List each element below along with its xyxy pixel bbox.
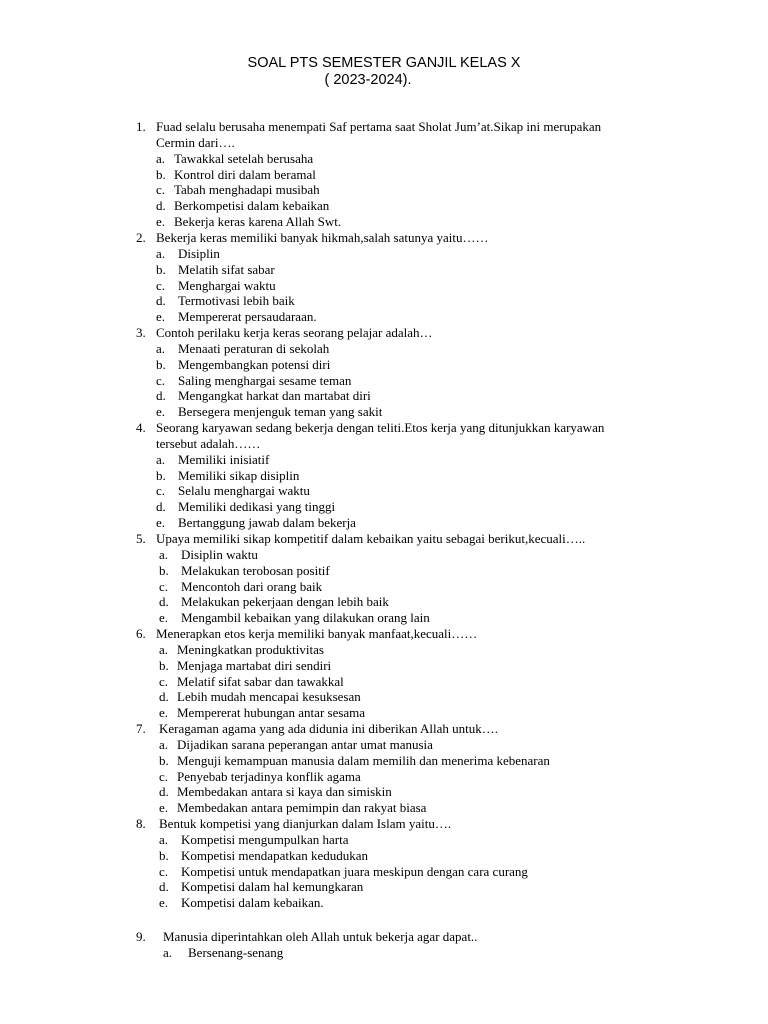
answer-option xyxy=(159,705,700,721)
question-number: 6. xyxy=(136,626,146,641)
option-text: Memiliki dedikasi yang tinggi xyxy=(178,499,336,515)
option-text: Disiplin xyxy=(178,245,220,261)
question-text: Keragaman agama yang ada didunia ini diberikan Allah untuk…. xyxy=(159,721,498,736)
option-text: Menaati peraturan di sekolah xyxy=(178,340,330,356)
option-letter: d. xyxy=(156,293,166,309)
option-text: Mencontoh dari orang baik xyxy=(181,578,323,594)
option-text: Memiliki inisiatif xyxy=(178,451,270,467)
option-text: Menghargai waktu xyxy=(178,277,276,293)
option-text: Berkompetisi dalam kebaikan xyxy=(174,198,330,214)
option-text: Bersenang-senang xyxy=(188,944,284,960)
option-letter: e. xyxy=(156,214,166,230)
option-text: Kontrol diri dalam beramal xyxy=(174,166,316,182)
answer-option xyxy=(159,864,700,880)
answer-option xyxy=(159,579,700,595)
option-text: Tawakkal setelah berusaha xyxy=(174,150,314,166)
answer-option xyxy=(156,468,700,484)
answer-option xyxy=(159,800,700,816)
answer-option xyxy=(156,388,700,404)
option-text: Disiplin waktu xyxy=(181,546,258,562)
answer-option xyxy=(159,547,700,563)
option-text: Bertanggung jawab dalam bekerja xyxy=(178,515,356,531)
option-text: Mempererat persaudaraan. xyxy=(178,309,317,325)
option-letter: e. xyxy=(159,895,169,911)
option-letter: a. xyxy=(163,944,173,960)
answer-option xyxy=(159,848,700,864)
question-text-continued: Cermin dari…. xyxy=(156,134,235,150)
option-text: Kompetisi mengumpulkan harta xyxy=(181,831,349,847)
answer-option xyxy=(159,674,700,690)
option-text: Membedakan antara pemimpin dan rakyat biasa xyxy=(177,800,427,816)
option-text: Kompetisi dalam kebaikan. xyxy=(181,895,324,911)
option-text: Mempererat hubungan antar sesama xyxy=(177,705,366,721)
option-letter: a. xyxy=(159,641,169,657)
answer-option xyxy=(159,737,700,753)
option-letter: c. xyxy=(156,483,166,499)
answer-option xyxy=(159,784,700,800)
answer-option xyxy=(156,246,700,262)
option-letter: b. xyxy=(156,166,166,182)
option-text: Penyebab terjadinya konflik agama xyxy=(177,768,361,784)
option-letter: d. xyxy=(159,689,169,705)
option-letter: e. xyxy=(156,404,166,420)
question-number: 1. xyxy=(136,119,146,134)
option-text: Meningkatkan produktivitas xyxy=(177,641,324,657)
answer-option xyxy=(156,198,700,214)
question-text: Seorang karyawan sedang bekerja dengan teliti.Etos kerja yang ditunjukkan karyawan xyxy=(156,420,605,435)
option-text: Kompetisi mendapatkan kedudukan xyxy=(181,847,369,863)
option-letter: c. xyxy=(156,182,166,198)
option-text: Mengangkat harkat dan martabat diri xyxy=(178,388,371,404)
answer-option xyxy=(159,610,700,626)
option-text: Memiliki sikap disiplin xyxy=(178,467,300,483)
option-text: Saling menghargai sesame teman xyxy=(178,372,352,388)
question-text: Fuad selalu berusaha menempati Saf pertama saat Sholat Jum’at.Sikap ini merupakan xyxy=(156,119,602,134)
option-letter: b. xyxy=(159,657,169,673)
answer-option xyxy=(159,879,700,895)
answer-option xyxy=(163,945,700,961)
option-letter: a. xyxy=(159,831,169,847)
option-letter: b. xyxy=(156,467,166,483)
answer-option xyxy=(159,658,700,674)
option-letter: c. xyxy=(159,863,169,879)
option-letter: b. xyxy=(156,356,166,372)
option-text: Bersegera menjenguk teman yang sakit xyxy=(178,404,383,420)
answer-option xyxy=(156,167,700,183)
option-letter: a. xyxy=(156,451,166,467)
option-text: Kompetisi dalam hal kemungkaran xyxy=(181,879,364,895)
option-letter: c. xyxy=(156,277,166,293)
option-letter: e. xyxy=(159,610,169,626)
answer-option xyxy=(156,182,700,198)
document-title: SOAL PTS SEMESTER GANJIL KELAS X xyxy=(247,55,521,71)
question-number: 5. xyxy=(136,531,146,546)
option-letter: a. xyxy=(156,340,166,356)
option-text: Mengambil kebaikan yang dilakukan orang lain xyxy=(181,610,430,626)
answer-option xyxy=(156,515,700,531)
answer-option xyxy=(156,404,700,420)
answer-option xyxy=(159,642,700,658)
option-letter: d. xyxy=(159,594,169,610)
option-text: Bekerja keras karena Allah Swt. xyxy=(174,214,342,230)
answer-option xyxy=(156,357,700,373)
question-number: 2. xyxy=(136,230,146,245)
answer-option xyxy=(156,341,700,357)
answer-option xyxy=(159,832,700,848)
option-letter: c. xyxy=(159,673,169,689)
option-letter: a. xyxy=(156,245,166,261)
option-text: Melakukan terobosan positif xyxy=(181,562,330,578)
option-text: Selalu menghargai waktu xyxy=(178,483,310,499)
option-text: Membedakan antara si kaya dan simiskin xyxy=(177,784,392,800)
academic-year: ( 2023-2024). xyxy=(324,72,412,88)
answer-option xyxy=(156,499,700,515)
option-letter: c. xyxy=(159,578,169,594)
answer-option xyxy=(156,151,700,167)
answer-option xyxy=(159,753,700,769)
option-text: Menjaga martabat diri sendiri xyxy=(177,657,332,673)
option-letter: e. xyxy=(156,515,166,531)
answer-option xyxy=(156,483,700,499)
answer-option xyxy=(159,769,700,785)
option-text: Mengembangkan potensi diri xyxy=(178,356,331,372)
question-text: Upaya memiliki sikap kompetitif dalam kebaikan yaitu sebagai berikut,kecuali….. xyxy=(156,531,586,546)
question-number: 4. xyxy=(136,420,146,435)
question-text: Manusia diperintahkan oleh Allah untuk bekerja agar dapat.. xyxy=(163,929,478,944)
answer-option xyxy=(156,309,700,325)
answer-option xyxy=(156,373,700,389)
option-text: Melatif sifat sabar dan tawakkal xyxy=(177,673,344,689)
answer-option xyxy=(156,452,700,468)
option-letter: c. xyxy=(156,372,166,388)
question-text: Bentuk kompetisi yang dianjurkan dalam Islam yaitu…. xyxy=(159,816,452,831)
question-number: 3. xyxy=(136,325,146,340)
option-letter: a. xyxy=(156,150,166,166)
question-text: Menerapkan etos kerja memiliki banyak manfaat,kecuali…… xyxy=(156,626,478,641)
option-letter: b. xyxy=(159,847,169,863)
option-text: Dijadikan sarana peperangan antar umat manusia xyxy=(177,736,433,752)
option-letter: e. xyxy=(156,309,166,325)
option-text: Tabah menghadapi musibah xyxy=(174,182,320,198)
answer-option xyxy=(156,262,700,278)
answer-option xyxy=(156,278,700,294)
option-letter: d. xyxy=(156,198,166,214)
question-text-continued: tersebut adalah…… xyxy=(156,435,261,451)
option-letter: b. xyxy=(156,261,166,277)
option-letter: d. xyxy=(159,784,169,800)
question-text: Contoh perilaku kerja keras seorang pelajar adalah… xyxy=(156,325,433,340)
option-letter: d. xyxy=(156,499,166,515)
answer-option xyxy=(156,293,700,309)
option-text: Lebih mudah mencapai kesuksesan xyxy=(177,689,361,705)
option-letter: c. xyxy=(159,768,169,784)
question-number: 7. xyxy=(136,721,146,736)
option-letter: d. xyxy=(159,879,169,895)
question-number: 8. xyxy=(136,816,146,831)
answer-option xyxy=(159,563,700,579)
question-text: Bekerja keras memiliki banyak hikmah,salah satunya yaitu…… xyxy=(156,230,489,245)
option-letter: b. xyxy=(159,752,169,768)
question-number: 9. xyxy=(136,929,146,944)
option-text: Kompetisi untuk mendapatkan juara meskipun dengan cara curang xyxy=(181,863,528,879)
option-text: Melakukan pekerjaan dengan lebih baik xyxy=(181,594,389,610)
option-text: Melatih sifat sabar xyxy=(178,261,275,277)
answer-option xyxy=(159,689,700,705)
option-letter: b. xyxy=(159,562,169,578)
answer-option xyxy=(156,214,700,230)
option-letter: e. xyxy=(159,705,169,721)
option-letter: d. xyxy=(156,388,166,404)
option-letter: e. xyxy=(159,800,169,816)
answer-option xyxy=(159,895,700,911)
option-text: Menguji kemampuan manusia dalam memilih dan menerima kebenaran xyxy=(177,752,550,768)
option-text: Termotivasi lebih baik xyxy=(178,293,295,309)
answer-option xyxy=(159,594,700,610)
option-letter: a. xyxy=(159,736,169,752)
option-letter: a. xyxy=(159,546,169,562)
